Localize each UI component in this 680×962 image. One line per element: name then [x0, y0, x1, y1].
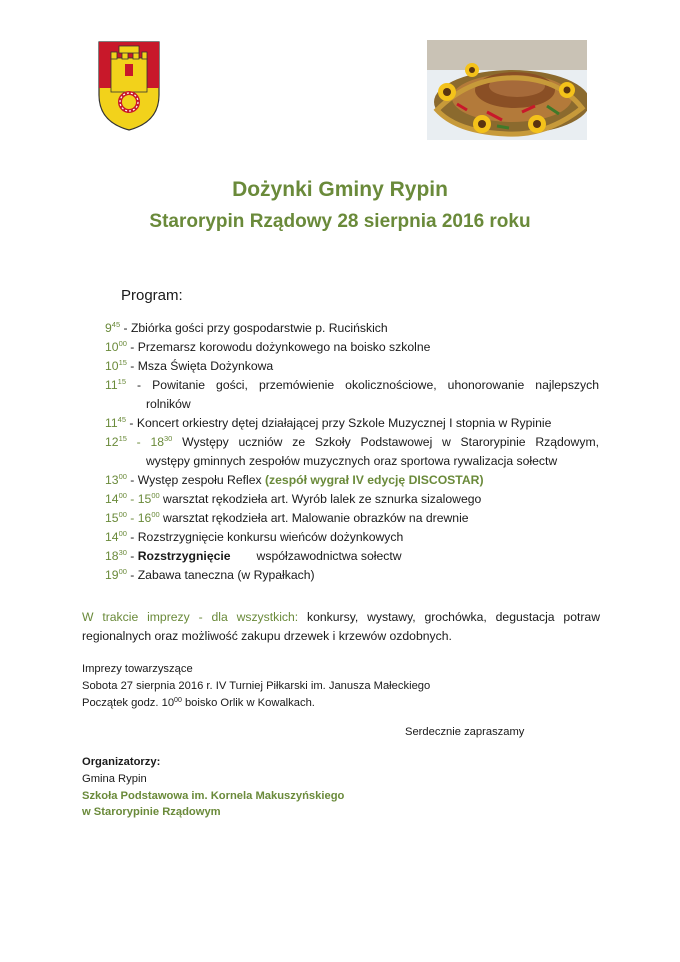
program-item: $10^{00}$ - Przemarsz korowodu dożynkowego na boisko szkolne [105, 339, 431, 354]
invitation-text: Serdecznie zapraszamy [405, 726, 525, 738]
side-events-line: Sobota 27 sierpnia 2016 r. IV Turniej Piłkarski im. Janusza Małeckiego [82, 680, 431, 692]
event-info-paragraph: W trakcie imprezy - dla wszystkich: konkursy, wystawy, grochówka, degustacja potraw regionalnych oraz możliwość zakupu drzewek i krzewów ozdobnych. [82, 610, 600, 643]
side-events-heading: Imprezy towarzyszące [82, 663, 193, 675]
program-item: $9^{45}$ - Zbiórka gości przy gospodarstwie p. Rucińskich [105, 320, 388, 335]
program-item: $19^{00}$ - Zabawa taneczna (w Rypałkach) [105, 567, 315, 582]
page-subtitle: Starorypin Rządowy 28 sierpnia 2016 roku [149, 211, 531, 232]
harvest-photo-image [427, 40, 587, 140]
coat-of-arms-image [97, 40, 161, 132]
organizer-name: Szkoła Podstawowa im. Kornela Makuszyńskiego [82, 790, 345, 802]
program-item: $13^{00}$ - Występ zespołu Reflex (zespół wygrał IV edycję DISCOSTAR) [105, 472, 484, 487]
program-item: $11^{15}$ - Powitanie gości, przemówienie okolicznościowe, uhonorowanie najlepszych rolników [105, 377, 599, 411]
program-item: $10^{15}$ - Msza Święta Dożynkowa [105, 358, 274, 373]
side-events-line: Początek godz. $10^{00}$ boisko Orlik w Kowalkach. [82, 697, 315, 709]
organizers-heading: Organizatorzy: [82, 756, 161, 768]
page-title: Dożynki Gminy Rypin [232, 178, 448, 201]
program-item: $15^{00} - 16^{00}$ warsztat rękodzieła art. Malowanie obrazków na drewnie [105, 510, 469, 525]
organizer-name: Gmina Rypin [82, 773, 147, 785]
program-item: $11^{45}$ - Koncert orkiestry dętej działającej przy Szkole Muzycznej I stopnia w Rypinie [105, 415, 552, 430]
program-label: Program: [121, 287, 183, 304]
program-item: $14^{00} - 15^{00}$ warsztat rękodzieła art. Wyrób lalek ze sznurka sizalowego [105, 491, 482, 506]
organizer-name: w Starorypinie Rządowym [82, 806, 221, 818]
program-item: $12^{15} - 18^{30}$ Występy uczniów ze Szkoły Podstawowej w Starorypinie Rządowym, występy gminnych zespołów muzycznych oraz sportowa rywalizacja sołectw [105, 434, 599, 468]
program-item: $14^{00}$ - Rozstrzygnięcie konkursu wieńców dożynkowych [105, 529, 404, 544]
program-item: $18^{30}$ - Rozstrzygnięcie współzawodnictwa sołectw [105, 548, 402, 563]
